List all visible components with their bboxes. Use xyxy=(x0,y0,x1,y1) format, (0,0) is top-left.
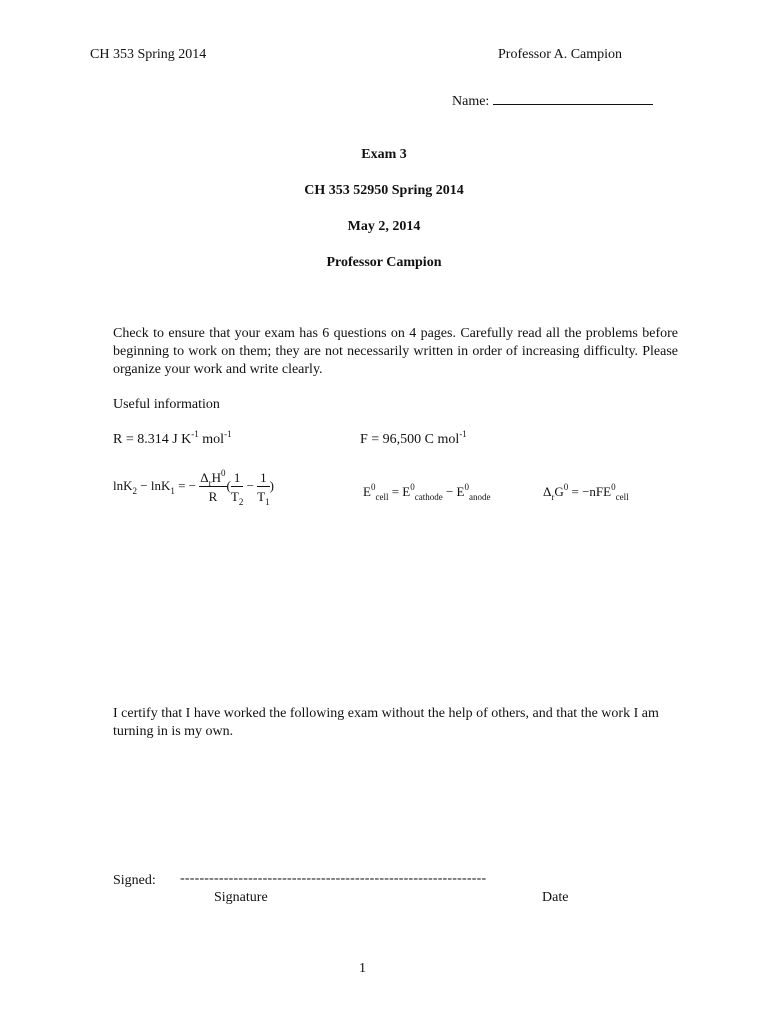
professor-header: Professor A. Campion xyxy=(498,47,623,62)
name-label: Name: xyxy=(452,94,490,109)
date-caption: Date xyxy=(542,890,569,905)
faraday-constant: F = 96,500 C mol$^{-1}$ xyxy=(360,429,467,447)
certification-statement: I certify that I have worked the following exam without the help of others, and that the work I am turning in is my own. xyxy=(113,706,659,739)
inverse-t2-fraction: $\frac{1}{T_2}$ xyxy=(230,470,244,507)
professor-title: Professor Campion xyxy=(326,255,442,270)
page-number: 1 xyxy=(359,961,366,976)
exam-date: May 2, 2014 xyxy=(347,219,421,234)
instructions-paragraph: Check to ensure that your exam has 6 questions on 4 pages. Carefully read all the problems before beginning to work on them; they are not necessarily written in order of increasing difficulty. Please organize your work and write clearly. xyxy=(113,326,678,377)
useful-info-heading: Useful information xyxy=(113,397,220,412)
signature-caption: Signature xyxy=(214,890,268,905)
exam-title: Exam 3 xyxy=(361,147,407,162)
course-header: CH 353 Spring 2014 xyxy=(90,47,207,62)
name-field[interactable] xyxy=(452,94,653,109)
signature-line[interactable]: --------------------------------------------------------------- xyxy=(180,871,487,886)
cell-potential-equation: $E^0_{cell} = E^0_{cathode} - E^0_{anode}$ xyxy=(363,482,491,502)
inverse-t1-fraction: $\frac{1}{T_1}$ xyxy=(257,470,270,507)
course-section: CH 353 52950 Spring 2014 xyxy=(304,183,464,198)
signed-label: Signed: xyxy=(113,873,156,888)
enthalpy-fraction: $\frac{\Delta_rH^0}{R}$ xyxy=(200,468,226,504)
vant-hoff-equation: lnK$_2$ − lnK$_1$ = − $\frac{\Delta_rH^0}{R}$ ( $\frac{1}{T_2}$ − $\frac{1}{T_1}$ ) xyxy=(113,468,274,507)
gibbs-energy-equation: $\Delta_rG^0 = -nFE^0_{cell}$ xyxy=(543,482,629,502)
name-blank-line[interactable] xyxy=(493,94,653,105)
gas-constant: R = 8.314 J $K^{-1}$ mol$^{-1}$ xyxy=(113,429,232,447)
